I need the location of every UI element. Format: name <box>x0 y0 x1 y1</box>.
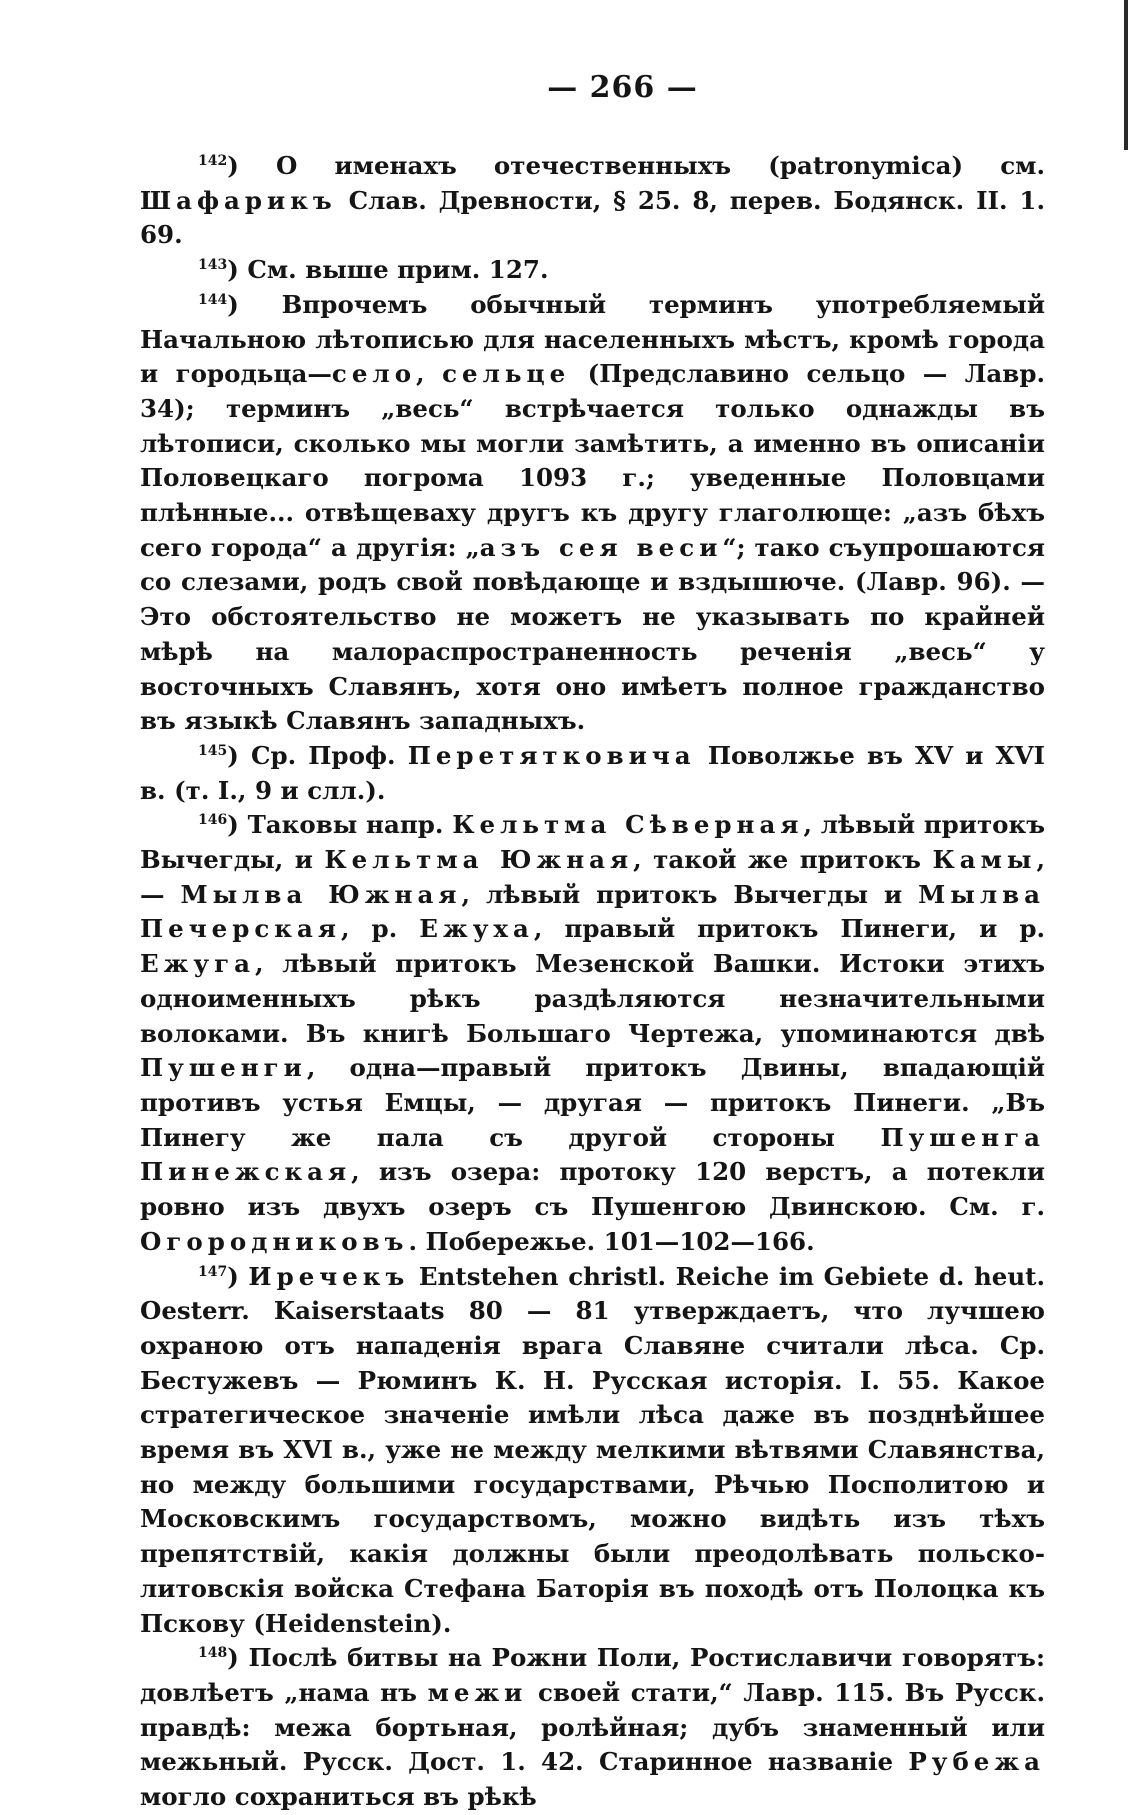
footnote-143 <box>140 253 1045 288</box>
spaced-name: Пушенга Пинежская <box>140 1122 1045 1187</box>
spaced-name: Огородниковъ <box>140 1226 409 1256</box>
spaced-name: село <box>331 359 417 389</box>
footnote-148 <box>140 1641 1045 1815</box>
scan-edge-line <box>1124 0 1128 150</box>
footnote-text: ) Таковы напр. <box>227 810 453 840</box>
footnote-text: “; тако съупрошаются со слезами, родъ свой повѣдающе и вздышюче. (Лавр. 96). — Это обстоятельство не можетъ не указывать по крайней мѣрѣ на малораспространенность реченія „весь“ у восточныхъ Славянъ, хотя оно имѣетъ полное гражданство въ языкѣ Славянъ западныхъ. <box>140 532 1045 736</box>
book-page <box>140 70 1045 1815</box>
footnote-text: , правый притокъ Пинеги, и р. <box>533 914 1045 944</box>
footnote-number: 145 <box>198 742 228 759</box>
footnote-number: 148 <box>198 1645 228 1662</box>
spaced-name: Рубежа <box>908 1747 1045 1777</box>
footnote-text: , — <box>140 845 1046 909</box>
footnote-text: Слав. Древности, § 25. 8, перев. Бодянск. II. 1. 69. <box>140 185 1045 250</box>
footnote-text: ) <box>227 1261 249 1291</box>
spaced-name: Мылва Южная <box>180 879 462 909</box>
spaced-name: Перетятковича <box>407 740 696 770</box>
footnote-text: , лѣвый притокъ Вычегды и <box>461 879 919 909</box>
footnote-text: Поволжье въ XV и XVI в. (т. I., 9 и слл.). <box>140 740 1045 805</box>
spaced-name: межи <box>427 1677 528 1707</box>
footnote-145 <box>140 739 1045 808</box>
footnote-text: , изъ озера: протоку 120 верстъ, а потекли ровно изъ двухъ озеръ съ Пушенгою Двинскою. См. г. <box>140 1157 1045 1222</box>
spaced-name: азъ сея веси <box>479 532 723 562</box>
spaced-name: Мылва Печерская <box>140 879 1046 944</box>
footnote-text: Entstehen christl. Reiche im Gebiete d. heut. Oesterr. Kaiserstaats 80 — 81 утверждаетъ, что лучшею охраною отъ нападенія врага Славяне считали лѣса. Ср. Бестужевъ — Рюминъ К. Н. Русская исторія. I. 55. Какое стратегическое значеніе имѣли лѣса даже въ позднѣйшее время въ XVI в., уже не между мелкими вѣтвями Славянства, но между большими государствами, Рѣчью Посполитою и Московскимъ государствомъ, можно видѣть изъ тѣхъ препятствій, какія должны были преодолѣвать польско-литовскія войска Стефана Баторія въ походѣ отъ Полоцка къ Пскову (Heidenstein). <box>140 1261 1045 1638</box>
spaced-name: Иречекъ <box>248 1261 410 1291</box>
spaced-name: Пушенги <box>140 1053 307 1083</box>
footnote-144 <box>140 288 1045 739</box>
footnote-text: своей стати,“ Лавр. 115. Въ Русск. правдѣ: межа бортьная, ролѣйная; дубъ знаменный или межьный. Русск. Дост. 1. 42. Старинное названіе <box>140 1677 1045 1777</box>
footnote-text: ) См. выше прим. 127. <box>227 255 549 285</box>
spaced-name: сельце <box>442 359 571 389</box>
spaced-name: Ежуга <box>140 949 255 979</box>
spaced-name: Кельтма Сѣверная <box>452 810 804 840</box>
footnote-text: ) О именахъ отечественныхъ (patronymica) см. <box>227 151 1045 180</box>
spaced-name: Камы <box>932 845 1037 875</box>
footnote-147 <box>140 1260 1045 1642</box>
spaced-name: Ежуха <box>419 914 534 944</box>
footnote-text: ) Послѣ битвы на Рожни Поли, Ростиславичи говорятъ: довлѣетъ „нама нъ <box>140 1643 1045 1707</box>
footnote-text: . Побережье. 101—102—166. <box>408 1226 815 1256</box>
footnote-number: 147 <box>198 1263 228 1280</box>
footnote-text: , такой же притокъ <box>633 845 933 875</box>
footnote-text: , лѣвый притокъ Мезенской Вашки. Истоки этихъ одноименныхъ рѣкъ раздѣляются незначительными волоками. Въ книгѣ Большаго Чертежа, упоминаются двѣ <box>140 949 1045 1048</box>
footnote-number: 144 <box>198 291 228 308</box>
footnote-number: 143 <box>198 257 228 274</box>
page-number: — 266 — <box>547 70 698 105</box>
footnote-text: , <box>416 359 443 389</box>
footnote-146 <box>140 808 1045 1259</box>
spaced-name: Кельтма Южная <box>324 845 634 875</box>
footnote-number: 142 <box>198 153 228 169</box>
footnote-text: , лѣвый притокъ Вычегды, и <box>140 810 1045 875</box>
footnote-142 <box>140 149 1045 253</box>
footnote-number: 146 <box>198 812 228 829</box>
footnotes-list <box>140 149 1045 1815</box>
spaced-name: Шафарикъ <box>140 185 337 215</box>
footnote-text: (Предславино сельцо — Лавр. 34); терминъ „весь“ встрѣчается только однажды въ лѣтописи, сколько мы могли замѣтить, а именно въ описаніи Половецкаго погрома 1093 г.; уведенные Половцами плѣнные... отвѣщеваху другъ къ другу глаголюще: „азъ бѣхъ сего города“ а другія: „ <box>140 359 1045 562</box>
footnote-text: , р. <box>340 914 420 944</box>
footnote-text: ) Впрочемъ обычный терминъ употребляемый Начальною лѣтописью для населенныхъ мѣстъ, кромѣ города и городьца— <box>140 289 1045 389</box>
footnote-text: могло сохраниться въ рѣкѣ <box>140 1782 537 1812</box>
footnote-text: ) Ср. Проф. <box>227 740 408 770</box>
footnote-text: , одна—правый притокъ Двины, впадающій противъ устья Емцы, — другая — притокъ Пинеги. „Въ Пинегу же пала съ другой стороны <box>140 1053 1045 1152</box>
